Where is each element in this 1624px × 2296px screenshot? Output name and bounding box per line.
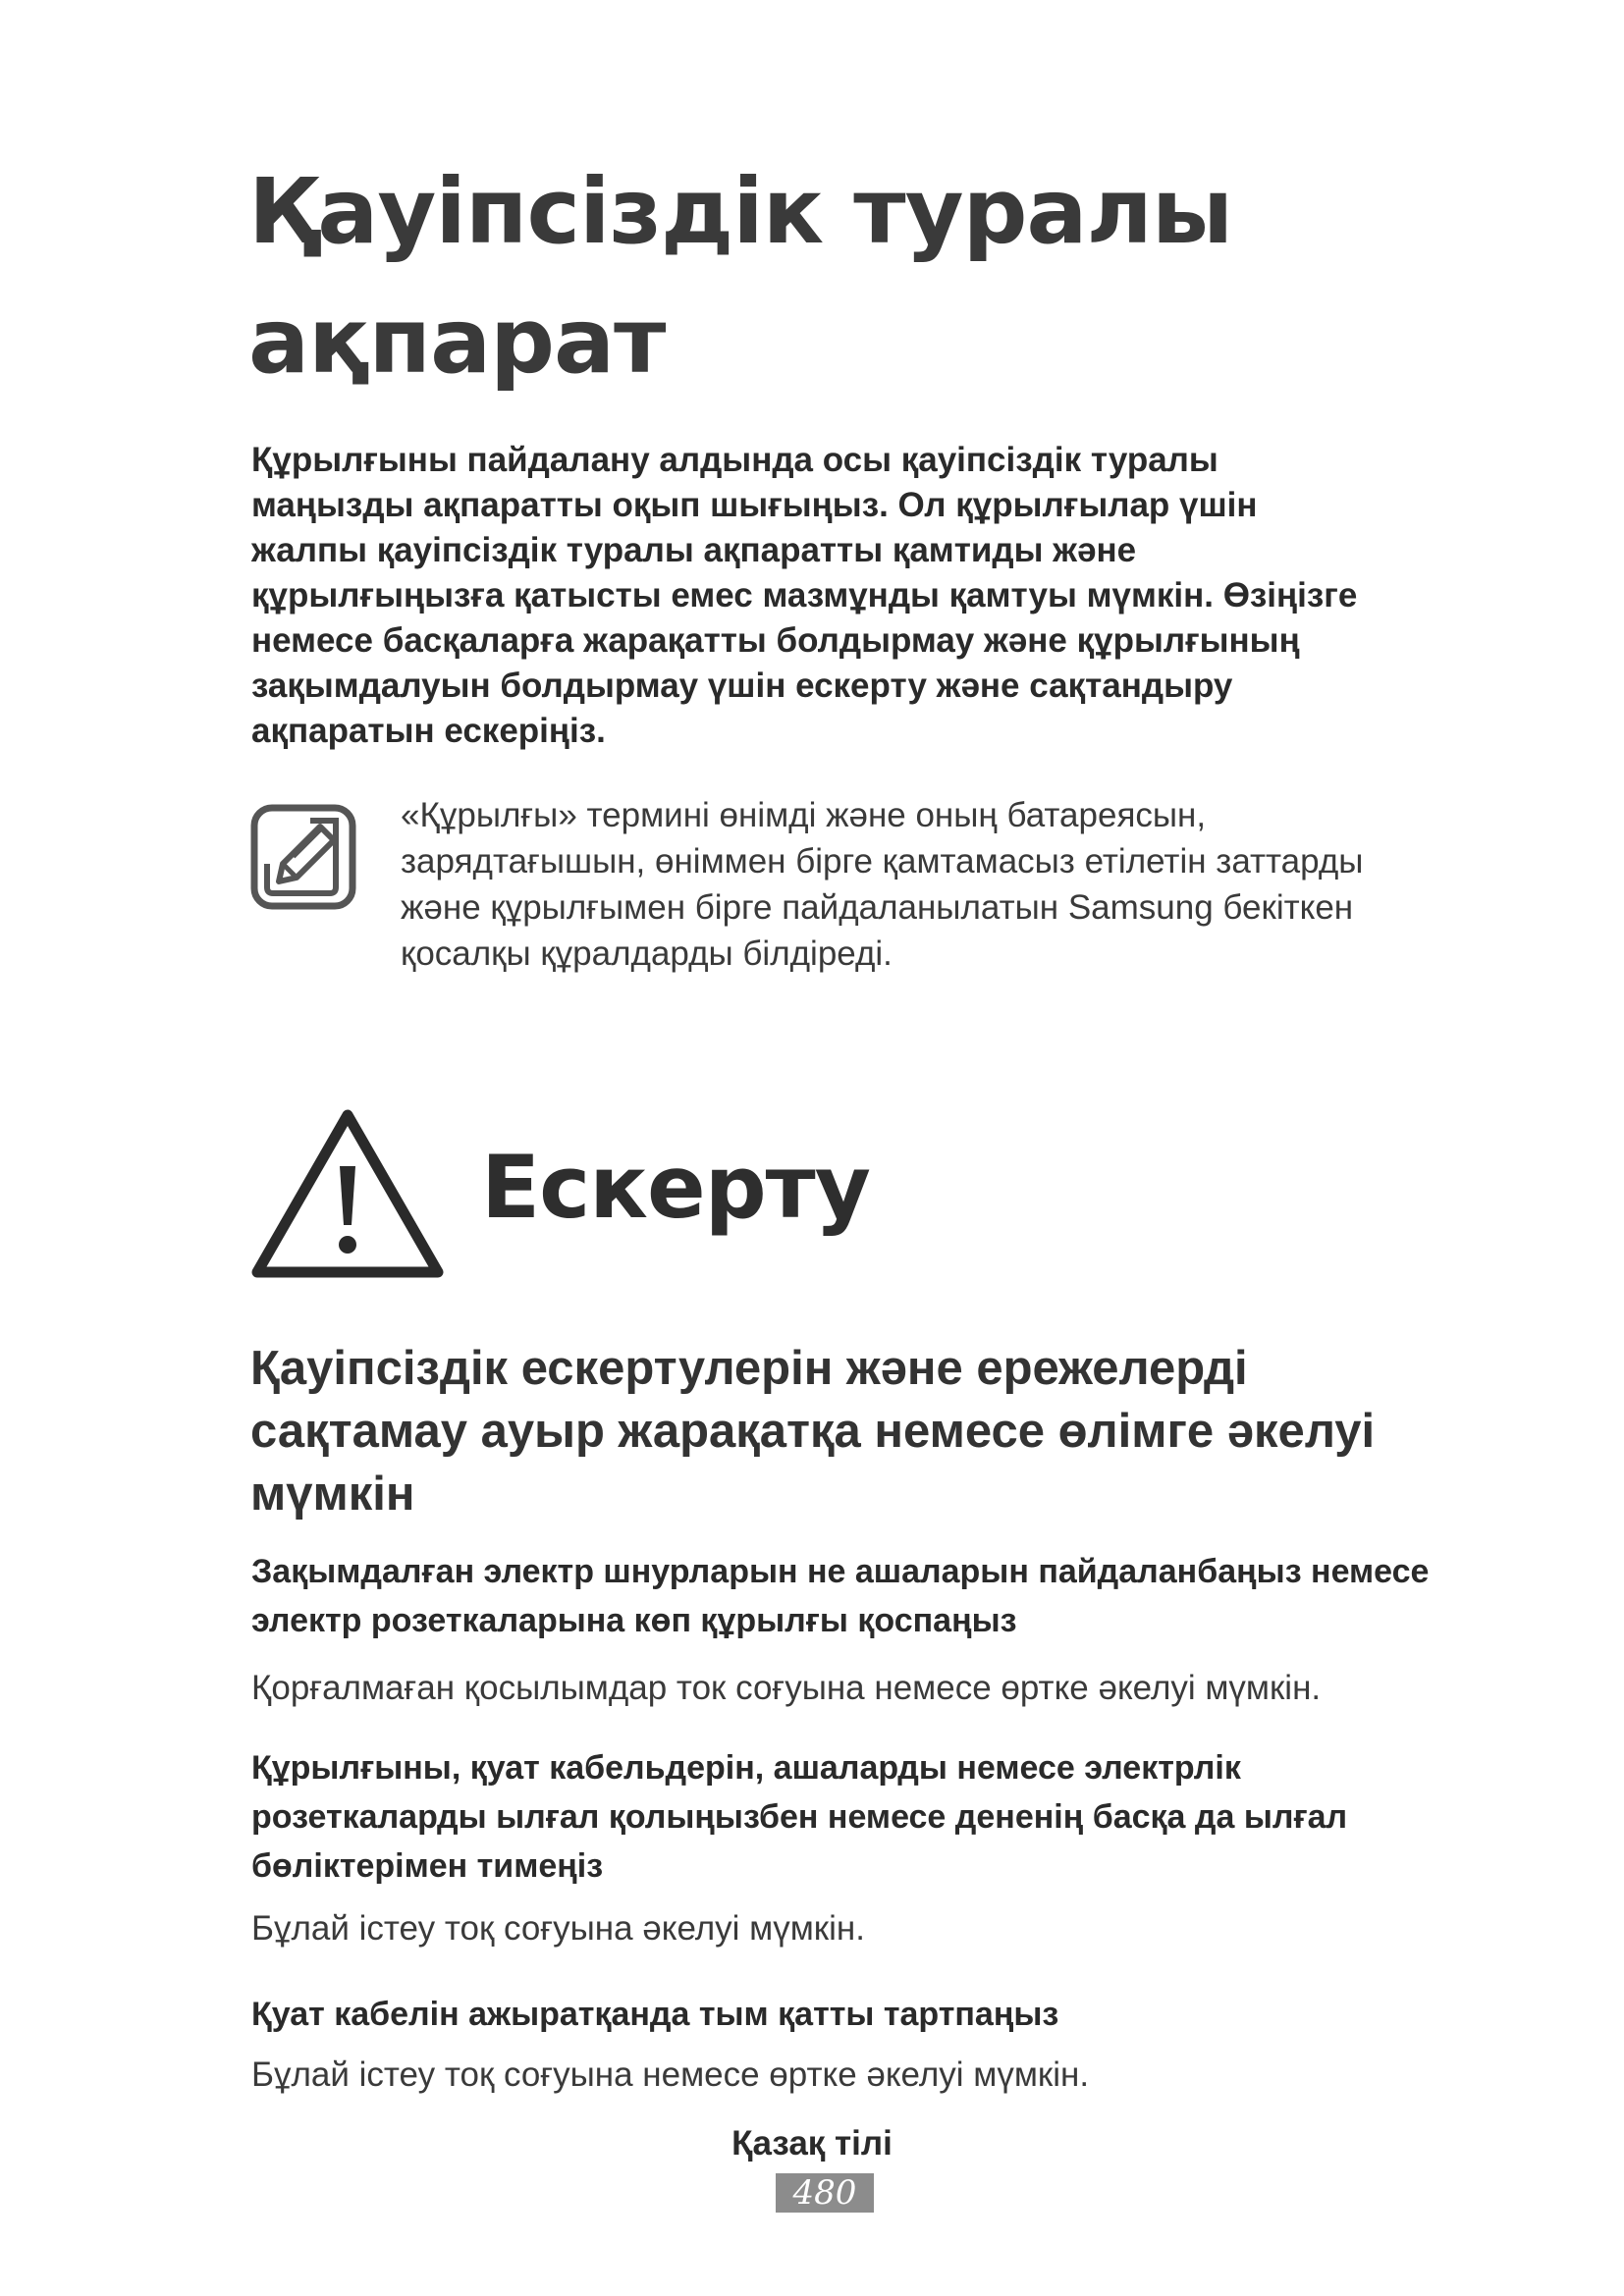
note-text: «Құрылғы» термині өнімді және оның батареясын, зарядтағышын, өніммен бірге қамтамасыз етілетін заттарды және құрылғымен бірге пайдаланылатын Samsung бекіткен қосалқы құралдарды білдіреді. [401, 796, 1364, 973]
rule-title: Зақымдалған электр шнурларын не ашаларын пайдаланбаңыз немесе электр розеткаларына көп құрылғы қоспаңыз [251, 1553, 1430, 1639]
page-title: Қауіпсіздік туралы ақпарат [248, 159, 1233, 394]
rule-body: Бұлай істеу тоқ соғуына немесе өртке әкелуі мүмкін. [251, 2056, 1090, 2094]
rule-title: Құрылғыны, қуат кабельдерін, ашаларды немесе электрлік розеткаларды ылғал қолыңызбен немесе дененің басқа да ылғал бөліктерімен тимеңіз [251, 1749, 1348, 1885]
warning-heading: Ескерту [481, 1137, 871, 1238]
rule-body: Қорғалмаған қосылымдар ток соғуына немесе өртке әкелуі мүмкін. [251, 1669, 1322, 1707]
note-pencil-icon [249, 803, 357, 911]
rule-body: Бұлай істеу тоқ соғуына әкелуі мүмкін. [251, 1909, 865, 1948]
section-heading: Қауіпсіздік ескертулерін және ережелерді сақтамау ауыр жарақатқа немесе өлімге әкелуі мүмкін [250, 1342, 1376, 1521]
footer-language: Қазақ тілі [731, 2124, 893, 2163]
rule-title: Қуат кабелін ажыратқанда тым қатты тартпаңыз [251, 1996, 1059, 2033]
warning-triangle-icon [249, 1105, 446, 1282]
intro-paragraph: Құрылғыны пайдалану алдында осы қауіпсіздік туралы маңызды ақпаратты оқып шығыңыз. Ол құрылғылар үшін жалпы қауіпсіздік туралы ақпаратты қамтиды және құрылғыңызға қатысты емес мазмұнды қамтуы мүмкін. Өзіңізге немесе басқаларға жарақатты болдырмау және құрылғының зақымдалуын болдырмау үшін ескерту және сақтандыру ақпаратын ескеріңіз. [251, 441, 1358, 750]
page-number: 480 [776, 2173, 874, 2213]
